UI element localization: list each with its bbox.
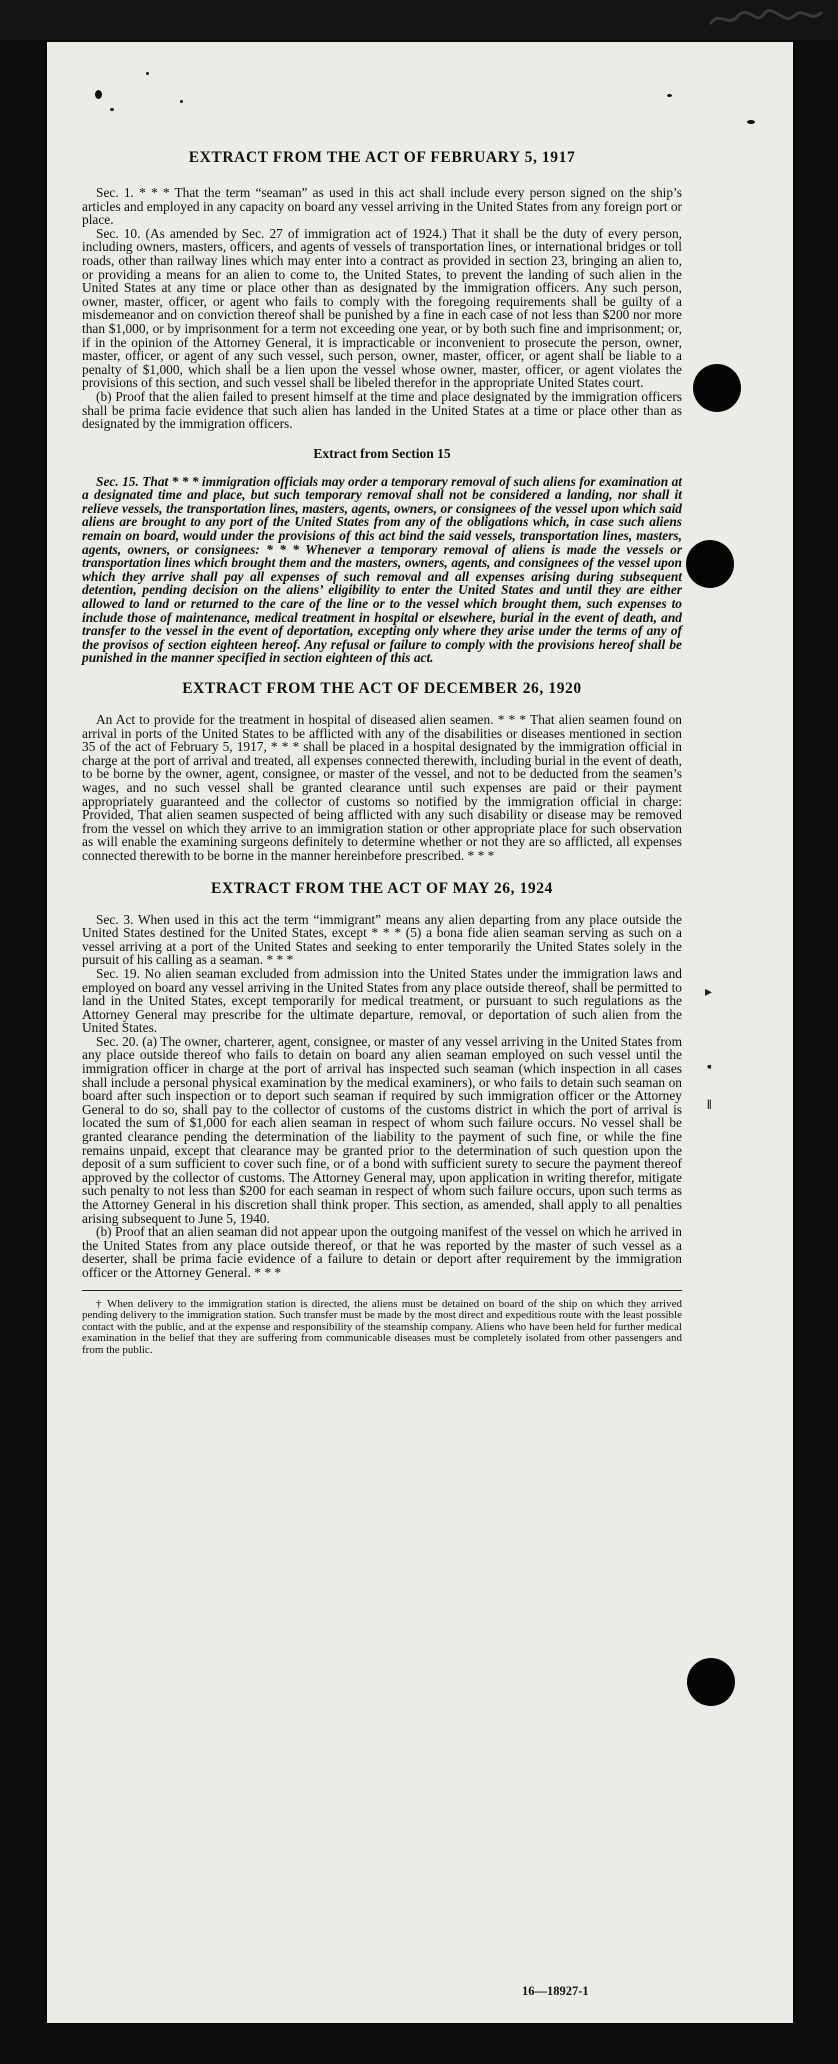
- ink-speck: [747, 120, 755, 124]
- paragraph-sec-10-b: (b) Proof that the alien failed to present himself at the time and place designated by the immigration officers shall be prima facie evidence that such alien has landed in the United States at a time or place other than as designated by the immigration officers.: [82, 388, 682, 432]
- margin-mark: ▸: [705, 985, 713, 1000]
- document-number: 16—18927-1: [522, 1984, 589, 1998]
- heading-act-1917: EXTRACT FROM THE ACT OF FEBRUARY 5, 1917: [188, 149, 576, 166]
- paragraph-sec-20-b: (b) Proof that an alien seaman did not appear upon the outgoing manifest of the vessel on which he arrived in the United States from any place outside thereof, or that he was reported by the master of such vessel as a deserter, shall be prima facie evidence of a failure to detain or deport after requirement by the immigration officer or the Attorney General. * * *: [82, 1224, 682, 1280]
- punch-hole: [693, 364, 741, 412]
- ink-speck: [110, 108, 114, 111]
- footnote-text: † When delivery to the immigration station is directed, the aliens must be detained on board of the ship on which they arrived pending delivery to the immigration station. Such transfer must be made by the most direct and expeditious route with the least possible contact with the public, and at the expense and responsibility of the steamship company. Aliens who have been held for further medical examination in the belief that they are suffering from communicable diseases must be completely isolated from other passengers and from the public.: [82, 1297, 682, 1356]
- paragraph-sec-1: Sec. 1. * * * That the term “seaman” as used in this act shall include every person signed on the ship’s articles and employed in any capacity on board any vessel arriving in the United States from any foreign port or place.: [82, 185, 682, 228]
- handwritten-scribble: [706, 4, 826, 32]
- punch-hole: [686, 540, 734, 588]
- paragraph-sec-3: Sec. 3. When used in this act the term “immigrant” means any alien departing from any place outside the United States destined for the United States, except * * * (5) a bona fide alien seaman serving as such on a vessel arriving at a port of the United States and seeking to enter temporarily the United States solely in the pursuit of his calling as a seaman. * * *: [82, 911, 682, 968]
- heading-act-1924: EXTRACT FROM THE ACT OF MAY 26, 1924: [211, 879, 553, 897]
- margin-mark: ‖: [707, 1098, 712, 1113]
- ink-speck: [95, 90, 102, 99]
- paragraph-sec-19: Sec. 19. No alien seaman excluded from admission into the United States under the immigration laws and employed on board any vessel arriving in the United States from any place outside thereof, shall be permitted to land in the United States, except temporarily for medical treatment, or pursuant to such regulations as the Attorney General may prescribe for the ultimate departure, removal, or deportation of such alien from the United States.: [82, 965, 682, 1036]
- ink-speck: [146, 72, 149, 75]
- margin-mark: ▪: [707, 1060, 712, 1075]
- ink-speck: [667, 94, 672, 97]
- heading-act-1920: EXTRACT FROM THE ACT OF DECEMBER 26, 1920: [182, 680, 582, 697]
- footnote: [82, 1299, 682, 1357]
- ink-speck: [180, 100, 183, 103]
- punch-hole: [687, 1658, 735, 1706]
- paragraph-sec-10: Sec. 10. (As amended by Sec. 27 of immigration act of 1924.) That it shall be the duty of every person, including owners, masters, officers, and agents of vessels of transportation lines, or international bridges or toll roads, other than railway lines which may enter into a contract as provided in section 23, bringing an alien to, or providing a means for an alien to come to, the United States, to prevent the landing of such alien in the United States at any time or place other than as designated by the immigration officers. Any such person, owner, master, officer, or agent who fails to comply with the foregoing requirements shall be guilty of a misdemeanor and on conviction thereof shall be punished by a fine in each case of not less than $200 nor more than $1,000, or by imprisonment for a term not exceeding one year, or by both such fine and imprisonment; or, if in the opinion of the Attorney General, it is impracticable or inconvenient to prosecute the person, owner, master, officer, or agent of any such vessel, such person, owner, master, officer, or agent shall be liable to a penalty of $1,000, which shall be a lien upon the vessel whose owner, master, officer, or agent violates the provisions of this section, and such vessel shall be libeled therefor in the appropriate United States court.: [82, 225, 682, 391]
- document-body: [82, 148, 682, 1356]
- heading-section-15: Extract from Section 15: [313, 445, 451, 461]
- paragraph-act-1920: An Act to provide for the treatment in hospital of diseased alien seamen. * * * That alien seamen found on arrival in ports of the United States to be afflicted with any of the disabilities or diseases mentioned in section 35 of the act of February 5, 1917, * * * shall be placed in a hospital designated by the immigration official in charge at the port of arrival and treated, all expenses connected therewith, including burial in the event of death, to be borne by the owner, agent, consignee, or master of the vessel, and not to be deducted from the seamen’s wages, and no such vessel shall be granted clearance until such expenses are paid or their payment appropriately guaranteed and the collector of customs so notified by the immigration official in charge: Provided, That alien seamen suspected of being afflicted with any such disability or disease may be removed from the vessel on which they arrive to an immigration station or other appropriate place for such observation as will enable the examining surgeons definitely to determine whether or not they are so afflicted, all expenses connected therewith to be borne in the manner hereinbefore prescribed. * * *: [82, 712, 682, 863]
- paragraph-sec-15: Sec. 15. That * * * immigration officials may order a temporary removal of such aliens for examination at a designated time and place, but such temporary removal shall not be considered a landing, nor shall it relieve vessels, the transportation lines, masters, agents, owners, or consignees of the vessel upon which said aliens are brought to any port of the United States from any of the obligations which, in case such aliens remain on board, would under the provisions of this act bind the said vessels, transportation lines, masters, agents, owners, or consignees: * * * Whenever a temporary removal of aliens is made the vessels or transportation lines which brought them and the masters, owners, agents, and consignees of the vessel upon which they arrive shall pay all expenses of such removal and all expenses arising during subsequent detention, pending decision on the aliens’ eligibility to enter the United States and until they are either allowed to land or returned to the care of the line or to the vessel which brought them, such expenses to include those of maintenance, medical treatment in hospital or elsewhere, burial in the event of death, and transfer to the vessel in the event of deportation, excepting only where they arise under the terms of any of the provisos of section eighteen hereof. Any refusal or failure to comply with the provisions hereof shall be punished in the manner specified in section eighteen of this act.: [82, 473, 682, 666]
- scanner-background: [0, 0, 838, 40]
- paragraph-sec-20-a: Sec. 20. (a) The owner, charterer, agent, consignee, or master of any vessel arriving in the United States from any place outside thereof who fails to detain on board any alien seaman employed on such vessel until the immigration officer in charge at the port of arrival has inspected such seaman (which inspection in all cases shall include a personal physical examination by the medical examiners), or who fails to detain such seaman on board after such inspection or to deport such seaman if required by such immigration officer or the Attorney General to do so, shall pay to the collector of customs of the customs district in which the port of arrival is located the sum of $1,000 for each alien seaman in respect of whom such failure occurs. No vessel shall be granted clearance pending the determination of the liability to the payment of such fine, or while the fine remains unpaid, except that clearance may be granted prior to the determination of such question upon the deposit of a sum sufficient to cover such fine, or of a bond with sufficient surety to secure the payment thereof approved by the collector of customs. The Attorney General may, upon application in writing therefor, mitigate such penalty to not less than $200 for each seaman in respect of whom such failure occurs, upon such terms as the Attorney General in his discretion shall think proper. This section, as amended, shall apply to all penalties arising subsequent to June 5, 1940.: [82, 1033, 682, 1226]
